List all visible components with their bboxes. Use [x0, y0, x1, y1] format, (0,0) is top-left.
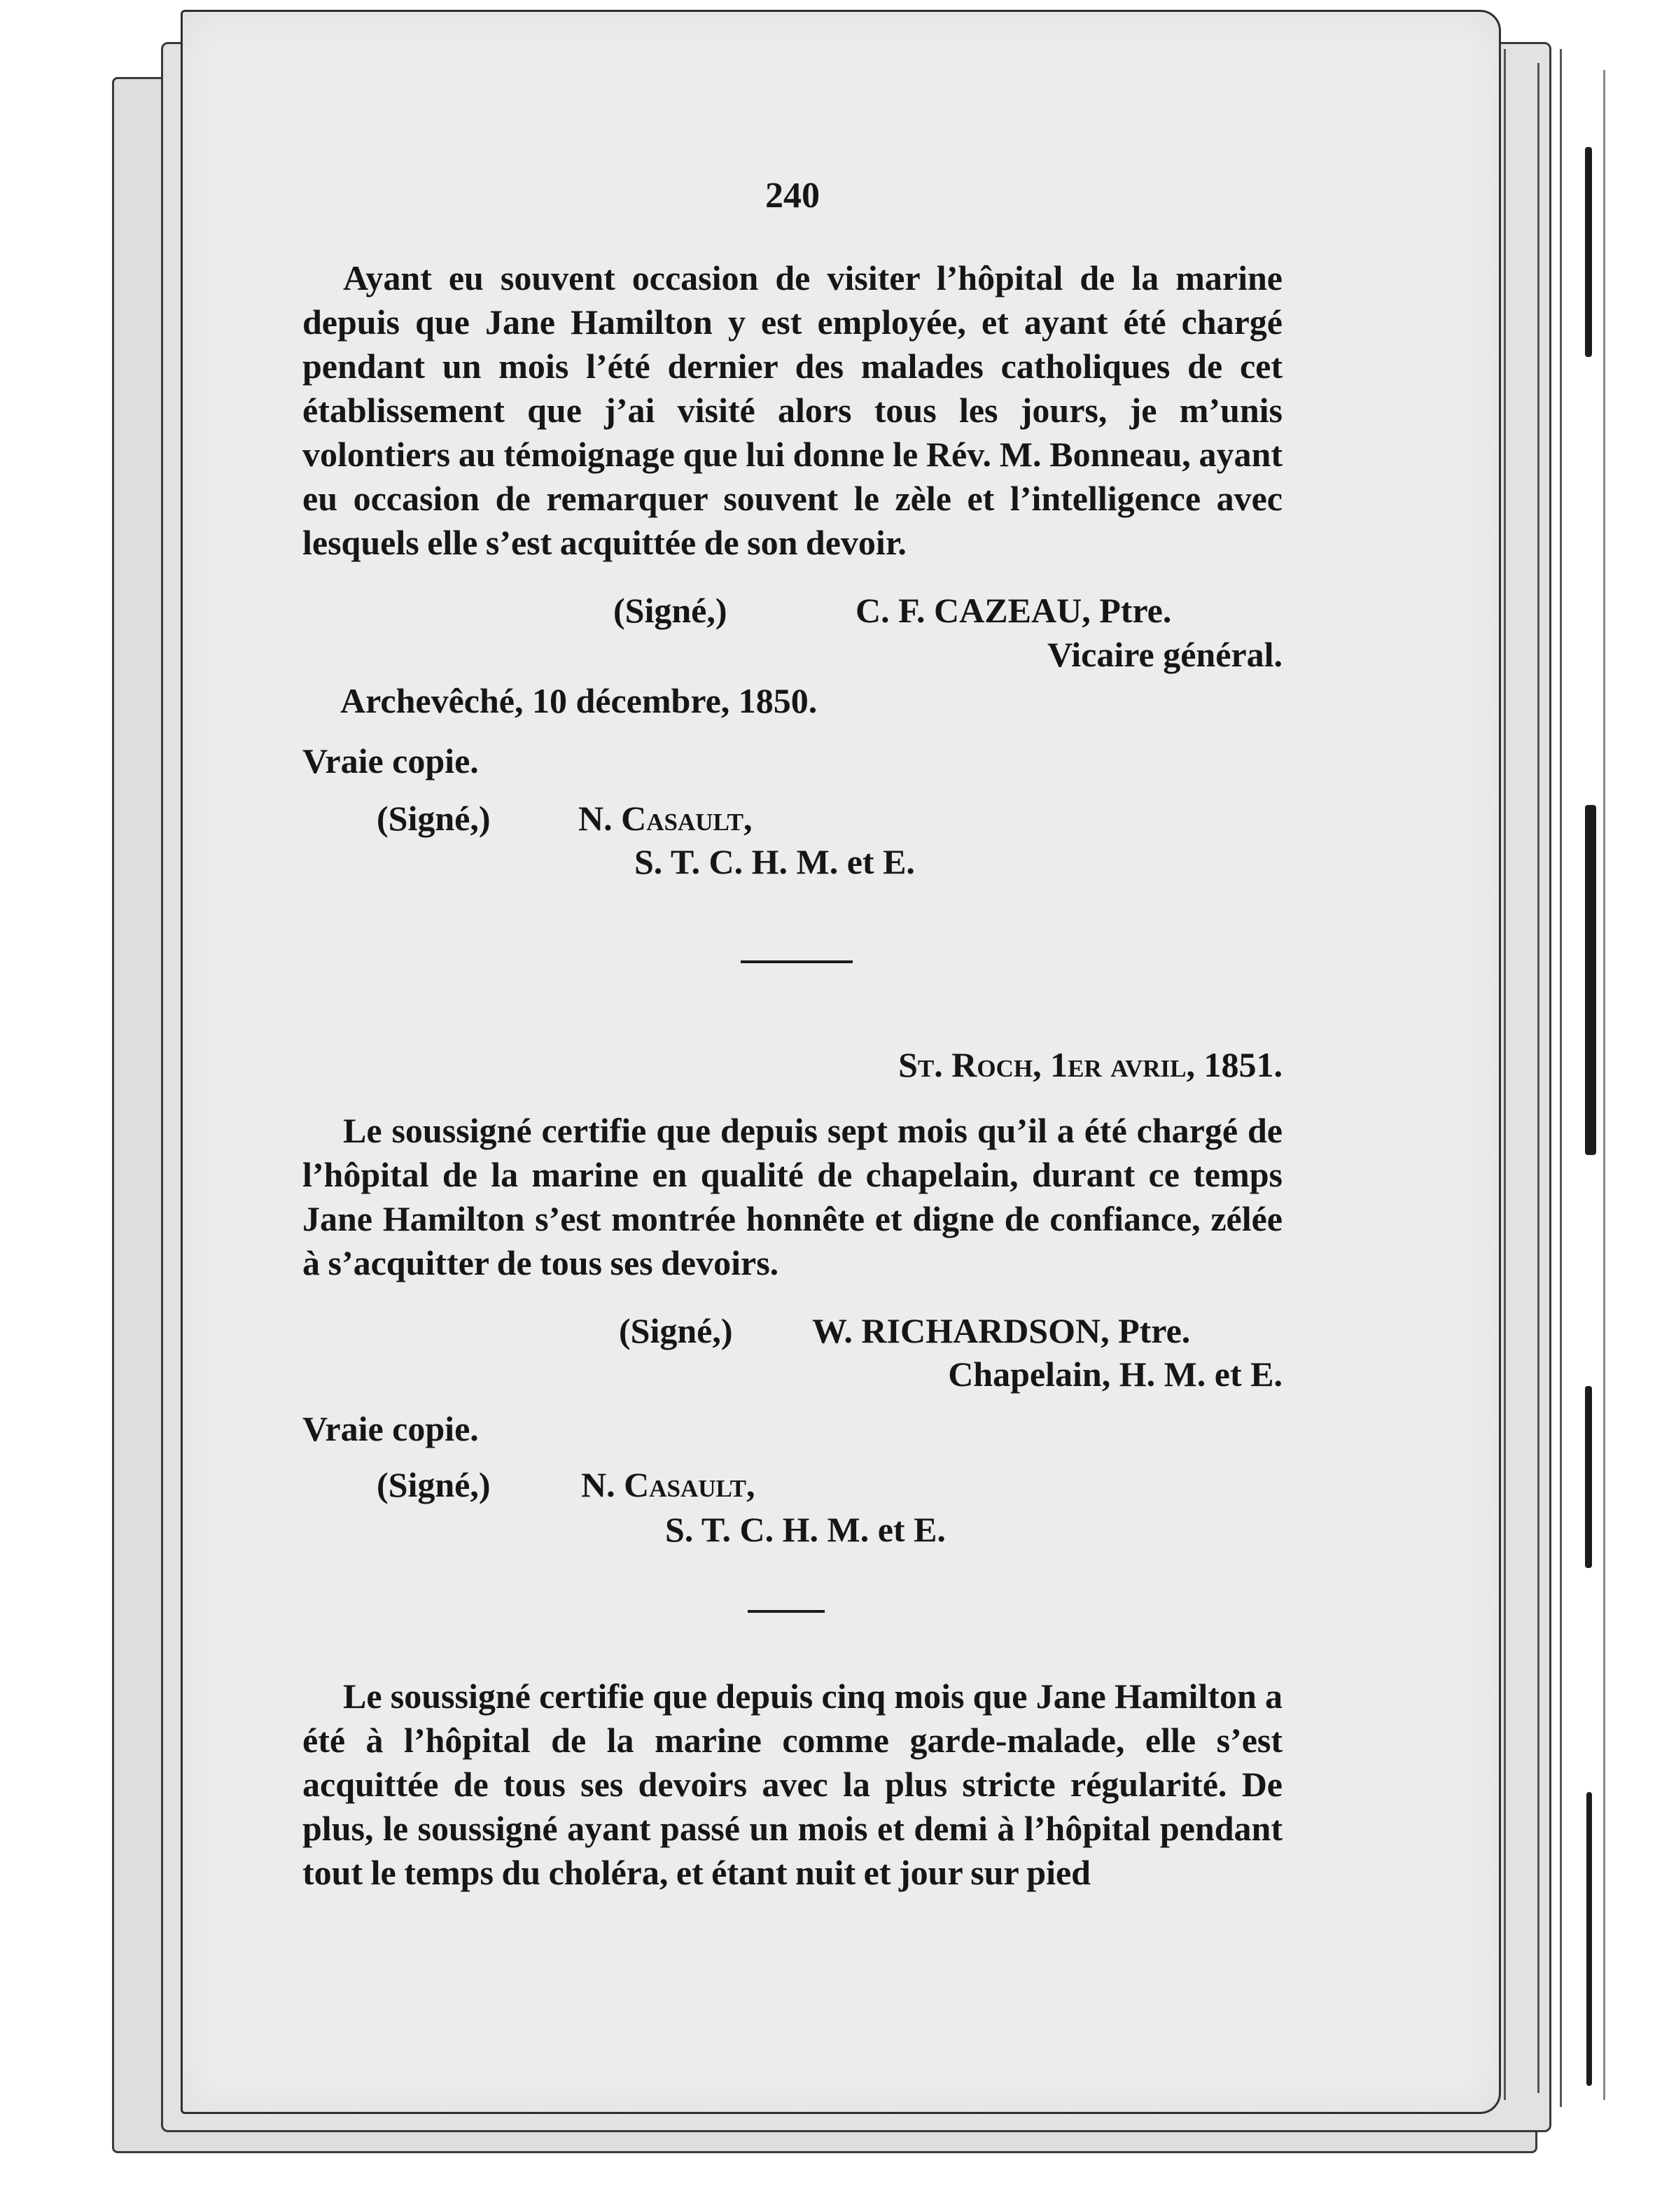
page-edge-line — [1537, 63, 1539, 2093]
testimony-paragraph-cazeau: Ayant eu souvent occasion de visiter l’hôpital de la marine depuis que Jane Hamilton y est employée, et ayant été chargé pendant un mois l’été dernier des malades catholiques de cet établissement que j’ai visité alors tous les jours, je m’unis volontiers au témoignage que lui donne le Rév. M. Bonneau, ayant eu occasion de remarquer souvent le zèle et l’intelligence avec lesquels elle s’est acquittée de son devoir. — [302, 258, 1283, 562]
signer-title: Chapelain, H. M. et E. — [948, 1354, 1283, 1394]
copy-signer-title: S. T. C. H. M. et E. — [634, 842, 915, 881]
page-edge-line — [1560, 49, 1562, 2107]
section-divider — [748, 1610, 825, 1613]
section-divider — [741, 960, 853, 963]
true-copy-label: Vraie copie. — [302, 1409, 479, 1448]
fore-edge-shadow — [1585, 805, 1596, 1155]
fore-edge-shadow — [1586, 1792, 1592, 2086]
place-date: Archevêché, 10 décembre, 1850. — [340, 681, 818, 720]
signer-name: C. F. CAZEAU, Ptre. — [856, 591, 1172, 630]
copy-signer-name: N. Casault, — [578, 799, 753, 838]
copy-signer-title: S. T. C. H. M. et E. — [665, 1510, 946, 1549]
signature-mark: (Signé,) — [619, 1311, 733, 1350]
page-edge-line — [1504, 49, 1506, 2100]
copy-signature-mark: (Signé,) — [377, 799, 491, 838]
signer-name: W. RICHARDSON, Ptre. — [812, 1311, 1191, 1350]
testimony-paragraph-third: Le soussigné certifie que depuis cinq mois que Jane Hamilton a été à l’hôpital de la marine comme garde-malade, elle s’est acquittée de tous ses devoirs avec la plus stricte régularité. De plus, le soussigné ayant passé un mois et demi à l’hôpital pendant tout le temps du choléra, et étant nuit et jour sur pied — [302, 1676, 1283, 1892]
testimony-paragraph-richardson: Le soussigné certifie que depuis sept mois qu’il a été chargé de l’hôpital de la marine en qualité de chapelain, durant ce temps Jane Hamilton s’est montrée honnête et digne de confiance, zélée à s’acquitter de tous ses devoirs. — [302, 1111, 1283, 1282]
copy-signature-mark: (Signé,) — [377, 1465, 491, 1504]
true-copy-label: Vraie copie. — [302, 741, 479, 780]
copy-signer-name: N. Casault, — [581, 1465, 755, 1504]
signer-title: Vicaire général. — [1047, 635, 1283, 674]
place-date: St. Roch, 1er avril, 1851. — [898, 1045, 1283, 1084]
page-number: 240 — [765, 176, 820, 216]
page-edge-line — [1603, 70, 1605, 2100]
signature-mark: (Signé,) — [613, 591, 727, 630]
fore-edge-shadow — [1585, 147, 1592, 357]
fore-edge-shadow — [1585, 1386, 1592, 1568]
